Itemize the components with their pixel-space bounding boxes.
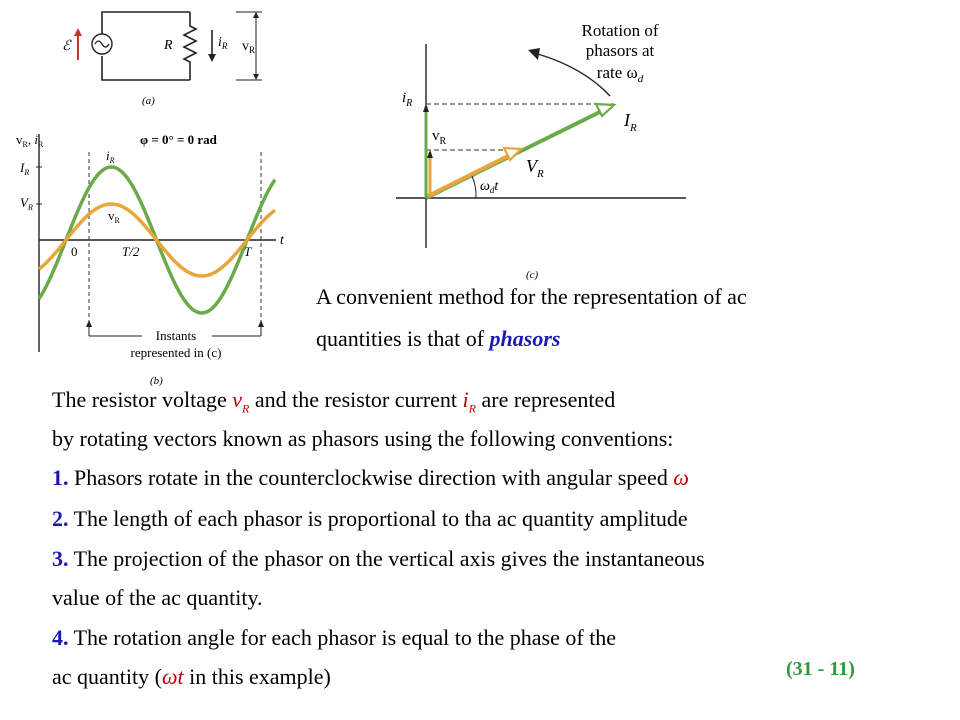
figure-a-caption: (a) (142, 95, 155, 107)
phase-label: φ = 0° = 0 rad (140, 132, 217, 147)
body-text: The resistor voltage (52, 387, 233, 412)
instants-label: Instants (155, 328, 197, 343)
resistor-label: R (164, 38, 173, 53)
tick-zero: 0 (71, 244, 78, 259)
intro-line-2-text: quantities is that of (316, 326, 490, 351)
body-line-1 (52, 387, 615, 416)
angle-arc (472, 176, 476, 198)
figure-b-caption: (b) (150, 375, 163, 387)
instants-label-2: represented in (c) (130, 345, 222, 360)
rotation-label-3: rate $\omega_d$ (596, 63, 644, 85)
rotation-label-2: phasors at (585, 41, 655, 60)
t-axis-label: t (280, 233, 284, 248)
resistor-icon (184, 12, 196, 80)
vr-axis-label: $v_R$ (432, 128, 447, 147)
body-line-2: by rotating vectors known as phasors using the following conventions: (52, 426, 674, 451)
convention-number: 1. (52, 465, 69, 490)
rotation-label: Rotation of (581, 21, 659, 40)
convention-3-cont: value of the ac quantity. (52, 585, 263, 610)
ir-amplitude-label: $I_R$ (20, 160, 30, 177)
convention-text: in this example) (183, 664, 331, 689)
ir-axis-label: $i_R$ (402, 90, 413, 109)
figure-c-caption: (c) (526, 269, 539, 281)
vr-phasor-label: $V_R$ (526, 156, 544, 180)
vr-curve-label: $v_R$ (108, 208, 120, 225)
convention-number: 3. (52, 546, 69, 571)
ir-curve-label: $i_R$ (106, 148, 115, 165)
slide-number: (31 - 11) (786, 658, 855, 680)
waveform-figure (14, 122, 304, 392)
body-text: and the resistor current (249, 387, 463, 412)
convention-4-cont (52, 664, 331, 690)
phasors-emphasis: phasors (489, 326, 561, 351)
ir-symbol: $i_R$ (462, 387, 477, 416)
voltage-label: $v_R$ (242, 39, 256, 55)
convention-4 (52, 625, 616, 651)
convention-2 (52, 506, 688, 532)
body-text: are represented (476, 387, 616, 412)
vr-amplitude-label: $V_R$ (20, 195, 33, 212)
angle-label: $\omega_dt$ (480, 179, 499, 195)
convention-number: 4. (52, 625, 69, 650)
omega-symbol: ω (673, 465, 689, 490)
phasor-figure (388, 16, 688, 284)
circuit-wire (102, 56, 190, 80)
y-axis-label: $v_R$, $i_R$ (16, 132, 44, 149)
convention-3 (52, 546, 705, 572)
convention-text: The projection of the phasor on the vertical axis gives the instantaneous (68, 546, 705, 571)
ir-phasor-label: $I_R$ (624, 110, 637, 134)
convention-number: 2. (52, 506, 69, 531)
convention-1 (52, 465, 689, 491)
convention-text: Phasors rotate in the counterclockwise direction with angular speed (68, 465, 674, 490)
intro-line-1: A convenient method for the representation of ac (316, 284, 747, 309)
voltage-phasor (428, 153, 514, 196)
vr-symbol: $v_R$ (232, 387, 250, 416)
tick-period: T (244, 244, 252, 259)
tick-half-period: T/2 (122, 244, 140, 259)
emf-label: ℰ (62, 39, 71, 54)
omega-t-symbol: ωt (161, 664, 184, 689)
circuit-figure (50, 4, 290, 114)
convention-text: The rotation angle for each phasor is equal to the phase of the (68, 625, 617, 650)
intro-line-2 (316, 326, 560, 352)
convention-text: The length of each phasor is proportional to tha ac quantity amplitude (68, 506, 688, 531)
current-label: $i_R$ (218, 35, 228, 51)
circuit-wire (102, 12, 190, 46)
convention-text: ac quantity ( (52, 664, 162, 689)
